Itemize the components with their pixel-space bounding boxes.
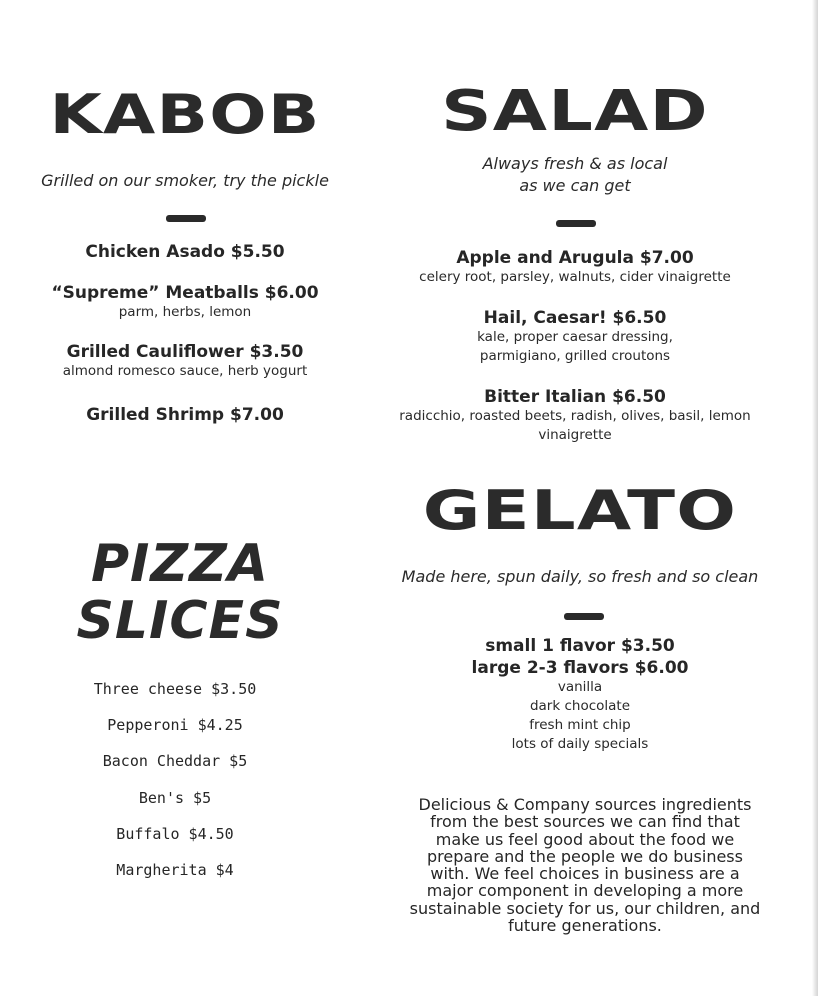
blurb-line: future generations.: [508, 915, 662, 935]
kabob-item-name: “Supreme” Meatballs $6.00: [51, 283, 319, 303]
blurb-line: major component in developing a more: [426, 881, 744, 901]
kabob-item-name: Grilled Cauliflower $3.50: [66, 342, 304, 362]
pizza-item: Ben's $5: [138, 789, 212, 807]
salad-item-desc: celery root, parsley, walnuts, cider vinaigrette: [419, 269, 731, 285]
kabob-item: [30, 342, 340, 381]
pizza-item: Buffalo $4.50: [116, 825, 234, 843]
salad-tagline: [395, 153, 755, 198]
kabob-tagline: Grilled on our smoker, try the pickle: [41, 171, 329, 190]
kabob-heading: KABOB: [49, 83, 321, 146]
pizza-item: Margherita $4: [116, 861, 234, 879]
pizza-item: Pepperoni $4.25: [107, 716, 243, 734]
pizza-item: Three cheese $3.50: [93, 680, 257, 698]
salad-item-desc: vinaigrette: [538, 426, 612, 443]
kabob-item: [30, 405, 340, 425]
sourcing-blurb: [400, 796, 770, 934]
kabob-item: [30, 242, 340, 262]
salad-item: [395, 248, 755, 287]
blurb-line: sustainable society for us, our children, and: [409, 898, 761, 918]
salad-heading: SALAD: [441, 79, 709, 144]
pizza-heading-line: SLICES: [76, 591, 284, 652]
pizza-item: Bacon Cheddar $5: [102, 752, 248, 770]
blurb-line: with. We feel choices in business are a: [430, 864, 740, 884]
salad-item-desc: parmigiano, grilled croutons: [479, 347, 671, 364]
kabob-item-desc: almond romesco sauce, herb yogurt: [62, 363, 308, 379]
gelato-heading: GELATO: [422, 479, 738, 542]
salad-item: [395, 308, 755, 366]
salad-item-name: Bitter Italian $6.50: [484, 387, 666, 407]
salad-divider: [556, 220, 596, 227]
salad-item-desc: kale, proper caesar dressing,: [477, 329, 673, 345]
kabob-item-name: Grilled Shrimp $7.00: [86, 405, 284, 425]
pizza-heading-line: PIZZA: [90, 534, 270, 594]
gelato-size-large: large 2-3 flavors $6.00: [471, 658, 689, 678]
gelato-tagline: Made here, spun daily, so fresh and so clean: [401, 567, 759, 586]
kabob-item-desc: parm, herbs, lemon: [118, 304, 252, 320]
gelato-tagline-wrap: [390, 566, 770, 588]
kabob-item-name: Chicken Asado $5.50: [85, 242, 285, 262]
salad-item-name: Apple and Arugula $7.00: [456, 248, 694, 268]
kabob-section: [30, 170, 340, 192]
gelato-flavor: lots of daily specials: [511, 735, 649, 752]
gelato-sizes: [395, 636, 765, 754]
salad-item-name: Hail, Caesar! $6.50: [483, 308, 667, 328]
salad-item-desc: radicchio, roasted beets, radish, olives, basil, lemon: [399, 408, 751, 424]
salad-tagline-line: Always fresh & as local: [482, 154, 668, 173]
blurb-line: from the best sources we can find that: [430, 812, 740, 832]
kabob-divider: [166, 215, 206, 222]
blurb-line: make us feel good about the food we: [435, 829, 735, 849]
gelato-flavor: fresh mint chip: [529, 716, 631, 733]
blurb-line: Delicious & Company sources ingredients: [418, 795, 752, 814]
blurb-line: prepare and the people we do business: [427, 846, 743, 866]
pizza-heading: [50, 536, 310, 650]
kabob-item: [30, 283, 340, 322]
salad-tagline-line: as we can get: [519, 176, 631, 196]
gelato-divider: [564, 613, 604, 620]
gelato-flavor: dark chocolate: [529, 697, 631, 714]
salad-item: [395, 387, 755, 445]
gelato-size-small: small 1 flavor $3.50: [485, 636, 675, 656]
gelato-flavor: vanilla: [557, 679, 603, 695]
